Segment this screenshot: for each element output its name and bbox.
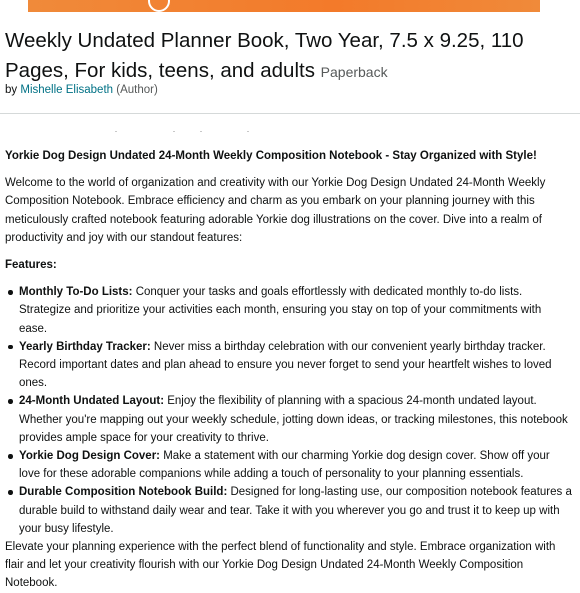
feature-title: Yearly Birthday Tracker: [19,340,151,353]
banner-logo-icon [148,0,170,12]
byline [5,82,158,98]
description-intro: Welcome to the world of organization and creativity with our Yorkie Dog Design Undated 24-Month Weekly Composition Notebook. Embrace efficiency and charm as you embark on your planning journey with this meticulously crafted notebook featuring adorable Yorkie dog illustrations on the cover. Dive into a realm of productivity and joy with our standout features: [5,177,546,244]
feature-title: Monthly To-Do Lists: [19,286,133,299]
feature-item [19,447,572,483]
feature-text: Designed for long-lasting use, our composition notebook features a durable build to withstand daily wear and tear. Take it with you wherever you go and trust it to keep up with your busy lifestyle. [19,486,572,535]
feature-title: Yorkie Dog Design Cover: [19,450,161,463]
features-heading: Features: [5,259,57,272]
promo-banner[interactable] [28,0,540,12]
feature-title: 24-Month Undated Layout: [19,395,165,408]
feature-text: Enjoy the flexibility of planning with a spacious 24-month undated layout. Whether you're mapping out your weekly schedule, jotting down ideas, or tracking milestones, this notebook provides ample space for your creativity to thrive. [19,395,568,444]
author-link[interactable]: Mishelle Elisabeth [20,84,114,96]
author-role: (Author) [116,84,158,96]
section-divider [0,113,580,114]
feature-text: Make a statement with our charming Yorkie dog design cover. Show off your love for these adorable companions while adding a touch of personality to your planning essentials. [19,450,550,481]
feature-text: Conquer your tasks and goals effortlessly with dedicated monthly to-do lists. Strategize and prioritize your activities each month, ensuring you stay on top of your commitments with ease. [19,286,542,335]
feature-item [19,392,572,447]
description-outro: Elevate your planning experience with the perfect blend of functionality and style. Embrace organization with flair and let your creativity flourish with our Yorkie Dog Design Undated 24-Month Weekly Composition Notebook. [5,541,556,590]
decorative-specks [115,131,255,133]
feature-title: Durable Composition Notebook Build: [19,486,228,499]
product-title [5,26,575,87]
description-headline: Yorkie Dog Design Undated 24-Month Weekly Composition Notebook - Stay Organized with Style! [5,150,537,162]
byline-prefix: by [5,84,18,96]
binding-format: Paperback [320,64,388,80]
feature-item [19,283,572,338]
features-list [5,283,572,538]
product-title-text: Weekly Undated Planner Book, Two Year, 7.5 x 9.25, 110 Pages, For kids, teens, and adults [5,29,524,82]
feature-item [19,338,572,393]
feature-item [19,483,572,538]
feature-text: Never miss a birthday celebration with our convenient yearly birthday tracker. Record important dates and plan ahead to ensure you never forget to send your heartfelt wishes to loved ones. [19,340,552,390]
product-description [5,147,572,593]
